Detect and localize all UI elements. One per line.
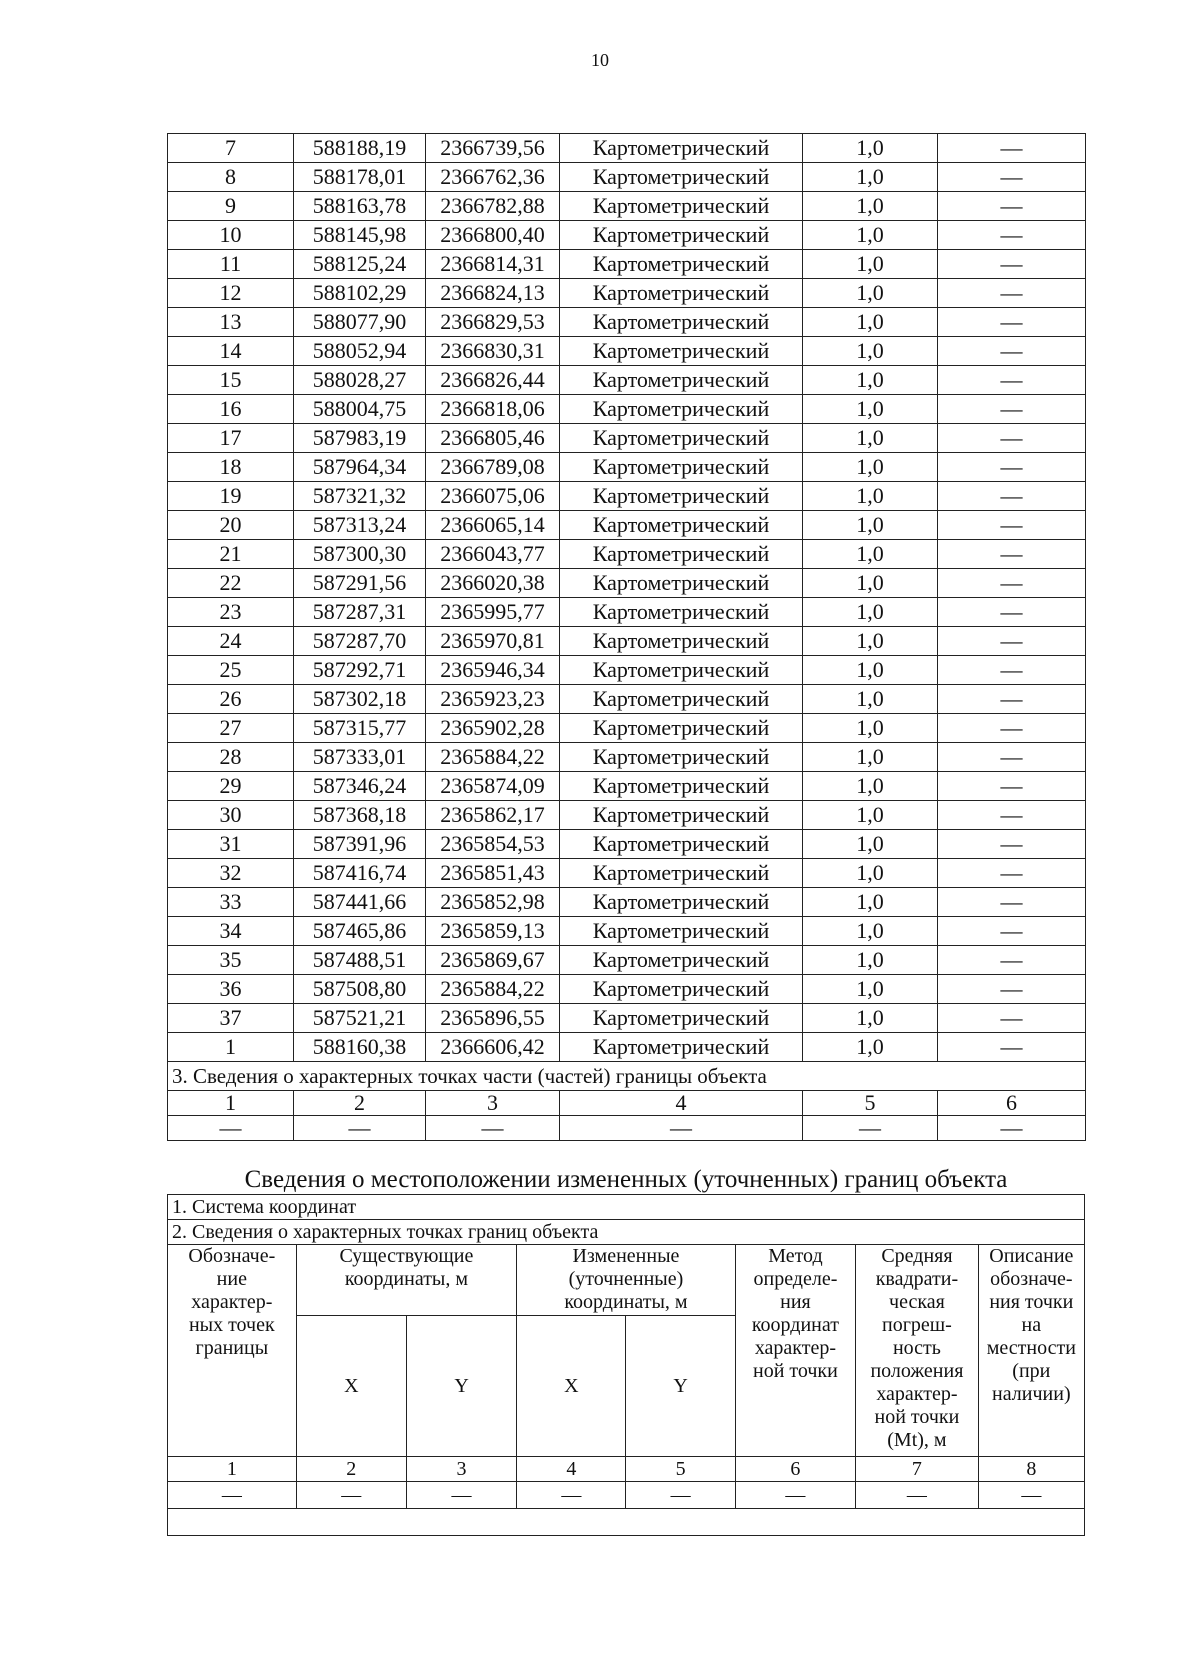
accuracy: 1,0 <box>803 221 938 250</box>
x-coordinate: 587391,96 <box>294 830 426 859</box>
x-coordinate: 587292,71 <box>294 656 426 685</box>
method: Картометрический <box>560 308 803 337</box>
col-number: 5 <box>626 1457 735 1482</box>
method: Картометрический <box>560 134 803 163</box>
table-row <box>168 627 1086 656</box>
table-row <box>168 337 1086 366</box>
accuracy: 1,0 <box>803 598 938 627</box>
col-number: 2 <box>296 1457 406 1482</box>
dash-cell: — <box>856 1482 979 1509</box>
point-number: 17 <box>168 424 294 453</box>
description: — <box>938 250 1086 279</box>
y-coordinate: 2365854,53 <box>426 830 560 859</box>
y-coordinate: 2366075,06 <box>426 482 560 511</box>
x-coordinate: 588052,94 <box>294 337 426 366</box>
accuracy: 1,0 <box>803 337 938 366</box>
table-row <box>168 743 1086 772</box>
col-number: 3 <box>406 1457 516 1482</box>
y-coordinate: 2365902,28 <box>426 714 560 743</box>
table-row <box>168 395 1086 424</box>
accuracy: 1,0 <box>803 801 938 830</box>
header-designation: Обозначе- ние характер- ных точек границы <box>168 1245 297 1457</box>
point-number: 18 <box>168 453 294 482</box>
x-coordinate: 588028,27 <box>294 366 426 395</box>
x-coordinate: 587287,31 <box>294 598 426 627</box>
table-row <box>168 569 1086 598</box>
point-number: 24 <box>168 627 294 656</box>
x-coordinate: 588145,98 <box>294 221 426 250</box>
description: — <box>938 453 1086 482</box>
table-row <box>168 250 1086 279</box>
method: Картометрический <box>560 250 803 279</box>
dash-cell: — <box>735 1482 855 1509</box>
accuracy: 1,0 <box>803 250 938 279</box>
x-coordinate: 587368,18 <box>294 801 426 830</box>
table-row <box>168 917 1086 946</box>
description: — <box>938 540 1086 569</box>
point-number: 21 <box>168 540 294 569</box>
x-coordinate: 588077,90 <box>294 308 426 337</box>
col-number: 6 <box>735 1457 855 1482</box>
x-coordinate: 588188,19 <box>294 134 426 163</box>
x-coordinate: 587521,21 <box>294 1004 426 1033</box>
point-number: 31 <box>168 830 294 859</box>
y-coordinate: 2366814,31 <box>426 250 560 279</box>
y-coordinate: 2366043,77 <box>426 540 560 569</box>
section3-col-number: 4 <box>560 1091 803 1116</box>
header-x-existing: X <box>296 1316 406 1457</box>
description: — <box>938 656 1086 685</box>
point-number: 33 <box>168 888 294 917</box>
section3-cell: — <box>938 1116 1086 1141</box>
x-coordinate: 587416,74 <box>294 859 426 888</box>
x-coordinate: 587313,24 <box>294 511 426 540</box>
y-coordinate: 2366800,40 <box>426 221 560 250</box>
col-number: 4 <box>517 1457 626 1482</box>
x-coordinate: 587321,32 <box>294 482 426 511</box>
table-row <box>168 656 1086 685</box>
point-number: 13 <box>168 308 294 337</box>
table-row <box>168 1004 1086 1033</box>
accuracy: 1,0 <box>803 917 938 946</box>
y-coordinate: 2365862,17 <box>426 801 560 830</box>
x-coordinate: 588102,29 <box>294 279 426 308</box>
points-info-row: 2. Сведения о характерных точках границ объекта <box>168 1220 1085 1245</box>
method: Картометрический <box>560 395 803 424</box>
section3-col-number: 6 <box>938 1091 1086 1116</box>
description: — <box>938 1004 1086 1033</box>
table-row <box>168 511 1086 540</box>
accuracy: 1,0 <box>803 1033 938 1062</box>
method: Картометрический <box>560 627 803 656</box>
y-coordinate: 2365859,13 <box>426 917 560 946</box>
x-coordinate: 587964,34 <box>294 453 426 482</box>
accuracy: 1,0 <box>803 888 938 917</box>
point-number: 25 <box>168 656 294 685</box>
y-coordinate: 2366762,36 <box>426 163 560 192</box>
x-coordinate: 587300,30 <box>294 540 426 569</box>
y-coordinate: 2365884,22 <box>426 743 560 772</box>
point-number: 11 <box>168 250 294 279</box>
method: Картометрический <box>560 1033 803 1062</box>
point-number: 35 <box>168 946 294 975</box>
accuracy: 1,0 <box>803 627 938 656</box>
y-coordinate: 2365896,55 <box>426 1004 560 1033</box>
table-row <box>168 453 1086 482</box>
dash-cell: — <box>406 1482 516 1509</box>
table-row <box>168 540 1086 569</box>
method: Картометрический <box>560 163 803 192</box>
method: Картометрический <box>560 772 803 801</box>
accuracy: 1,0 <box>803 656 938 685</box>
accuracy: 1,0 <box>803 859 938 888</box>
description: — <box>938 395 1086 424</box>
table-row <box>168 859 1086 888</box>
changed-boundaries-table <box>167 1194 1085 1536</box>
table-row <box>168 714 1086 743</box>
method: Картометрический <box>560 685 803 714</box>
header-existing-coords: Существующие координаты, м <box>296 1245 517 1316</box>
y-coordinate: 2365946,34 <box>426 656 560 685</box>
table-row <box>168 830 1086 859</box>
page-number: 10 <box>591 50 609 70</box>
table-row <box>168 366 1086 395</box>
point-number: 29 <box>168 772 294 801</box>
y-coordinate: 2365869,67 <box>426 946 560 975</box>
point-number: 37 <box>168 1004 294 1033</box>
description: — <box>938 888 1086 917</box>
point-number: 9 <box>168 192 294 221</box>
method: Картометрический <box>560 192 803 221</box>
description: — <box>938 685 1086 714</box>
y-coordinate: 2365851,43 <box>426 859 560 888</box>
y-coordinate: 2366739,56 <box>426 134 560 163</box>
point-number: 10 <box>168 221 294 250</box>
table-row <box>168 946 1086 975</box>
description: — <box>938 859 1086 888</box>
dash-cell: — <box>168 1482 297 1509</box>
y-coordinate: 2366826,44 <box>426 366 560 395</box>
x-coordinate: 588160,38 <box>294 1033 426 1062</box>
y-coordinate: 2366830,31 <box>426 337 560 366</box>
description: — <box>938 917 1086 946</box>
point-number: 23 <box>168 598 294 627</box>
y-coordinate: 2366818,06 <box>426 395 560 424</box>
dash-cell: — <box>978 1482 1084 1509</box>
description: — <box>938 801 1086 830</box>
accuracy: 1,0 <box>803 975 938 1004</box>
method: Картометрический <box>560 859 803 888</box>
method: Картометрический <box>560 511 803 540</box>
table-row <box>168 888 1086 917</box>
table-row <box>168 424 1086 453</box>
header-method: Метод определе- ния координат характер- ной точки <box>735 1245 855 1457</box>
x-coordinate: 588178,01 <box>294 163 426 192</box>
x-coordinate: 587287,70 <box>294 627 426 656</box>
x-coordinate: 587302,18 <box>294 685 426 714</box>
header-error: Средняя квадрати- ческая погреш- ность положения характер- ной точки (Mt), м <box>856 1245 979 1457</box>
accuracy: 1,0 <box>803 946 938 975</box>
accuracy: 1,0 <box>803 308 938 337</box>
table-row <box>168 221 1086 250</box>
section3-col-number: 1 <box>168 1091 294 1116</box>
method: Картометрический <box>560 975 803 1004</box>
accuracy: 1,0 <box>803 134 938 163</box>
description: — <box>938 569 1086 598</box>
col-number: 8 <box>978 1457 1084 1482</box>
x-coordinate: 588125,24 <box>294 250 426 279</box>
point-number: 27 <box>168 714 294 743</box>
point-number: 36 <box>168 975 294 1004</box>
point-number: 16 <box>168 395 294 424</box>
method: Картометрический <box>560 917 803 946</box>
dash-cell: — <box>626 1482 735 1509</box>
point-number: 22 <box>168 569 294 598</box>
accuracy: 1,0 <box>803 569 938 598</box>
empty-row <box>168 1509 1085 1536</box>
method: Картометрический <box>560 1004 803 1033</box>
method: Картометрический <box>560 221 803 250</box>
accuracy: 1,0 <box>803 279 938 308</box>
x-coordinate: 587346,24 <box>294 772 426 801</box>
method: Картометрический <box>560 569 803 598</box>
method: Картометрический <box>560 366 803 395</box>
accuracy: 1,0 <box>803 395 938 424</box>
section3-cell: — <box>560 1116 803 1141</box>
table-row <box>168 772 1086 801</box>
method: Картометрический <box>560 598 803 627</box>
accuracy: 1,0 <box>803 192 938 221</box>
table-row <box>168 598 1086 627</box>
point-number: 28 <box>168 743 294 772</box>
table-row <box>168 279 1086 308</box>
table-row <box>168 685 1086 714</box>
boundary-points-table <box>167 133 1086 1141</box>
accuracy: 1,0 <box>803 714 938 743</box>
accuracy: 1,0 <box>803 685 938 714</box>
method: Картометрический <box>560 279 803 308</box>
method: Картометрический <box>560 743 803 772</box>
description: — <box>938 308 1086 337</box>
description: — <box>938 1033 1086 1062</box>
section3-cell: — <box>168 1116 294 1141</box>
y-coordinate: 2366805,46 <box>426 424 560 453</box>
description: — <box>938 511 1086 540</box>
x-coordinate: 587441,66 <box>294 888 426 917</box>
section3-cell: — <box>426 1116 560 1141</box>
accuracy: 1,0 <box>803 424 938 453</box>
point-number: 19 <box>168 482 294 511</box>
description: — <box>938 946 1086 975</box>
point-number: 32 <box>168 859 294 888</box>
coordinate-system-row: 1. Система координат <box>168 1195 1085 1220</box>
y-coordinate: 2366824,13 <box>426 279 560 308</box>
col-number: 7 <box>856 1457 979 1482</box>
y-coordinate: 2365874,09 <box>426 772 560 801</box>
y-coordinate: 2366606,42 <box>426 1033 560 1062</box>
table-row <box>168 482 1086 511</box>
description: — <box>938 482 1086 511</box>
header-x-changed: X <box>517 1316 626 1457</box>
x-coordinate: 588004,75 <box>294 395 426 424</box>
description: — <box>938 743 1086 772</box>
method: Картометрический <box>560 453 803 482</box>
x-coordinate: 587315,77 <box>294 714 426 743</box>
header-description: Описание обозначе- ния точки на местности (при наличии) <box>978 1245 1084 1457</box>
header-y-existing: Y <box>406 1316 516 1457</box>
method: Картометрический <box>560 482 803 511</box>
table-row <box>168 308 1086 337</box>
table-row <box>168 192 1086 221</box>
x-coordinate: 587488,51 <box>294 946 426 975</box>
header-changed-coords: Измененные (уточненные) координаты, м <box>517 1245 736 1316</box>
point-number: 7 <box>168 134 294 163</box>
table-row <box>168 134 1086 163</box>
y-coordinate: 2366789,08 <box>426 453 560 482</box>
point-number: 12 <box>168 279 294 308</box>
description: — <box>938 627 1086 656</box>
description: — <box>938 279 1086 308</box>
method: Картометрический <box>560 337 803 366</box>
method: Картометрический <box>560 888 803 917</box>
accuracy: 1,0 <box>803 366 938 395</box>
section3-col-number: 2 <box>294 1091 426 1116</box>
table-row <box>168 801 1086 830</box>
point-number: 34 <box>168 917 294 946</box>
accuracy: 1,0 <box>803 482 938 511</box>
accuracy: 1,0 <box>803 540 938 569</box>
description: — <box>938 366 1086 395</box>
description: — <box>938 337 1086 366</box>
method: Картометрический <box>560 540 803 569</box>
description: — <box>938 598 1086 627</box>
section3-col-number: 5 <box>803 1091 938 1116</box>
table-row <box>168 1033 1086 1062</box>
description: — <box>938 192 1086 221</box>
y-coordinate: 2366065,14 <box>426 511 560 540</box>
method: Картометрический <box>560 714 803 743</box>
accuracy: 1,0 <box>803 453 938 482</box>
method: Картометрический <box>560 801 803 830</box>
description: — <box>938 772 1086 801</box>
dash-cell: — <box>517 1482 626 1509</box>
y-coordinate: 2365995,77 <box>426 598 560 627</box>
point-number: 20 <box>168 511 294 540</box>
x-coordinate: 588163,78 <box>294 192 426 221</box>
x-coordinate: 587465,86 <box>294 917 426 946</box>
accuracy: 1,0 <box>803 743 938 772</box>
y-coordinate: 2366020,38 <box>426 569 560 598</box>
section3-title: 3. Сведения о характерных точках части (частей) границы объекта <box>168 1062 1086 1091</box>
point-number: 30 <box>168 801 294 830</box>
x-coordinate: 587983,19 <box>294 424 426 453</box>
method: Картометрический <box>560 946 803 975</box>
header-y-changed: Y <box>626 1316 735 1457</box>
description: — <box>938 221 1086 250</box>
method: Картометрический <box>560 656 803 685</box>
method: Картометрический <box>560 424 803 453</box>
table-row <box>168 975 1086 1004</box>
x-coordinate: 587333,01 <box>294 743 426 772</box>
x-coordinate: 587508,80 <box>294 975 426 1004</box>
x-coordinate: 587291,56 <box>294 569 426 598</box>
point-number: 8 <box>168 163 294 192</box>
description: — <box>938 134 1086 163</box>
y-coordinate: 2365923,23 <box>426 685 560 714</box>
accuracy: 1,0 <box>803 1004 938 1033</box>
description: — <box>938 163 1086 192</box>
accuracy: 1,0 <box>803 163 938 192</box>
description: — <box>938 714 1086 743</box>
y-coordinate: 2365970,81 <box>426 627 560 656</box>
method: Картометрический <box>560 830 803 859</box>
point-number: 1 <box>168 1033 294 1062</box>
point-number: 15 <box>168 366 294 395</box>
accuracy: 1,0 <box>803 830 938 859</box>
dash-cell: — <box>296 1482 406 1509</box>
description: — <box>938 830 1086 859</box>
section3-cell: — <box>294 1116 426 1141</box>
y-coordinate: 2365852,98 <box>426 888 560 917</box>
point-number: 26 <box>168 685 294 714</box>
point-number: 14 <box>168 337 294 366</box>
col-number: 1 <box>168 1457 297 1482</box>
section3-cell: — <box>803 1116 938 1141</box>
accuracy: 1,0 <box>803 511 938 540</box>
y-coordinate: 2366829,53 <box>426 308 560 337</box>
accuracy: 1,0 <box>803 772 938 801</box>
section3-col-number: 3 <box>426 1091 560 1116</box>
description: — <box>938 975 1086 1004</box>
section-title: Сведения о местоположении измененных (уточненных) границ объекта <box>244 1166 1008 1193</box>
table-row <box>168 163 1086 192</box>
y-coordinate: 2365884,22 <box>426 975 560 1004</box>
description: — <box>938 424 1086 453</box>
y-coordinate: 2366782,88 <box>426 192 560 221</box>
